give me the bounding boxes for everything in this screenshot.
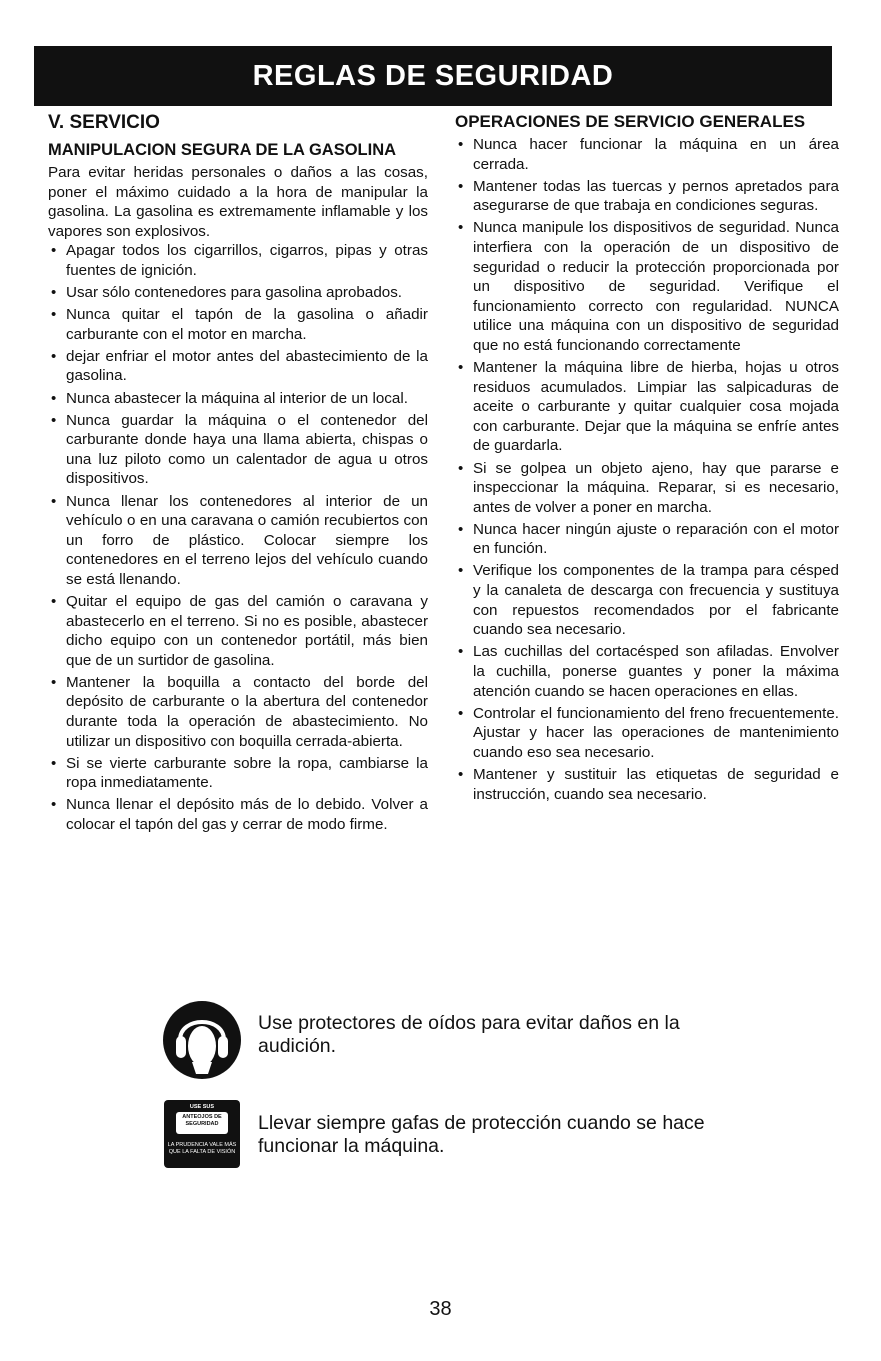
list-item: • Mantener la boquilla a contacto del borde del depósito de carburante o la abertura del contenedor durante toda la operación de abastecimiento. No utilizar un dispositivo con boquilla cerrada-abierta. [51,673,428,750]
icon-label-top: USE SUS [189,1104,215,1110]
list-item: • Mantener y sustituir las etiquetas de seguridad e instrucción, cuando sea necesario. [458,765,839,803]
page-number: 38 [429,1298,452,1320]
icon-label-bottom: LA PRUDENCIA VALE MÁS QUE LA FALTA DE VISIÓN [167,1142,237,1155]
section-title-operaciones: OPERACIONES DE SERVICIO GENERALES [455,112,806,131]
list-item: • Apagar todos los cigarrillos, cigarros, pipas y otras fuentes de ignición. [51,242,428,279]
list-item: • Nunca guardar la máquina o el contenedor del carburante donde haya una llama abierta, chispas o una luz piloto como un calentador de agua u otros dispositivos. [51,411,428,488]
list-item: • Nunca manipule los dispositivos de seguridad. Nunca interfiera con la operación de un dispositivo de seguridad o reducir la protección proporcionada por un dispositivo de seguridad. Verifique el funcionamiento correcto con regularidad. NUNCA utilice una máquina con un dispositivo de seguridad que no está funcionando correctamente [458,219,839,354]
list-item: • Verifique los componentes de la trampa para césped y la canaleta de descarga con frecuencia y sustituya con repuestos recomendados por el fabricante cuando sea necesario. [458,562,839,639]
list-item: • Nunca llenar el depósito más de lo debido. Volver a colocar el tapón del gas y cerrar de modo firme. [51,796,428,833]
list-item: • Nunca hacer ningún ajuste o reparación con el motor en función. [458,520,839,558]
list-item: • Nunca llenar los contenedores al interior de un vehículo o en una caravana o camión recubiertos con un forro de plástico. Colocar siempre los contenedores en el terreno lejos del vehículo cuando se está llenando. [51,492,428,588]
right-column [455,112,839,807]
list-item: • dejar enfriar el motor antes del abastecimiento de la gasolina. [51,347,428,385]
list-item: • Quitar el equipo de gas del camión o caravana y abastecerlo en el terreno. Si no es posible, abastecer dicho equipo con un contenedor portátil, más bien que de un surtidor de gasolina. [51,592,428,669]
safety-glasses-icon [164,1100,240,1168]
list-item: • Mantener todas las tuercas y pernos apretados para asegurarse de que trabaja en condiciones seguras. [458,177,839,215]
intro-paragraph: Para evitar heridas personales o daños a las cosas, poner el máximo cuidado a la hora de manipular la gasolina. La gasolina es extremamente inflamable y los vapores son explosivos. [48,164,428,240]
general-service-list [455,135,839,804]
left-column [48,112,428,837]
list-item: • Si se golpea un objeto ajeno, hay que pararse e inspeccionar la máquina. Reparar, si es necesario, antes de volver a poner en marcha. [458,459,839,516]
list-item: • Si se vierte carburante sobre la ropa, cambiarse la ropa inmediatamente. [51,754,428,792]
section-title-servicio: V. SERVICIO [48,112,160,133]
list-item: • Mantener la máquina libre de hierba, hojas u otros residuos acumulados. Limpiar las salpicaduras de aceite o carburante y quitar cualquier cosa mojada con carburante. Dejar que la máquina se enfríe antes de guardarla. [458,359,839,455]
ear-warning-text: Use protectores de oídos para evitar daños en la audición. [258,1012,680,1057]
icon-label-middle: ANTEOJOS DE SEGURIDAD [176,1112,228,1134]
list-item: • Nunca hacer funcionar la máquina en un área cerrada. [458,136,839,173]
ear-protection-icon [162,1000,242,1080]
page-banner: REGLAS DE SEGURIDAD [34,46,832,106]
list-item: • Las cuchillas del cortacésped son afiladas. Envolver la cuchilla, ponerse guantes y poner la máxima atención cuando se hacen operaciones en ellas. [458,643,839,700]
subsection-title-gasolina: MANIPULACION SEGURA DE LA GASOLINA [48,141,397,159]
eye-warning-text: Llevar siempre gafas de protección cuando se hace funcionar la máquina. [258,1112,705,1157]
list-item: • Nunca quitar el tapón de la gasolina o añadir carburante con el motor en marcha. [51,306,428,343]
list-item: • Usar sólo contenedores para gasolina aprobados. [51,284,403,302]
gasoline-rules-list [48,241,428,834]
list-item: • Controlar el funcionamiento del freno frecuentemente. Ajustar y hacer las operaciones de mantenimiento cuando eso sea necesario. [458,704,839,761]
list-item: • Nunca abastecer la máquina al interior de un local. [51,389,408,407]
